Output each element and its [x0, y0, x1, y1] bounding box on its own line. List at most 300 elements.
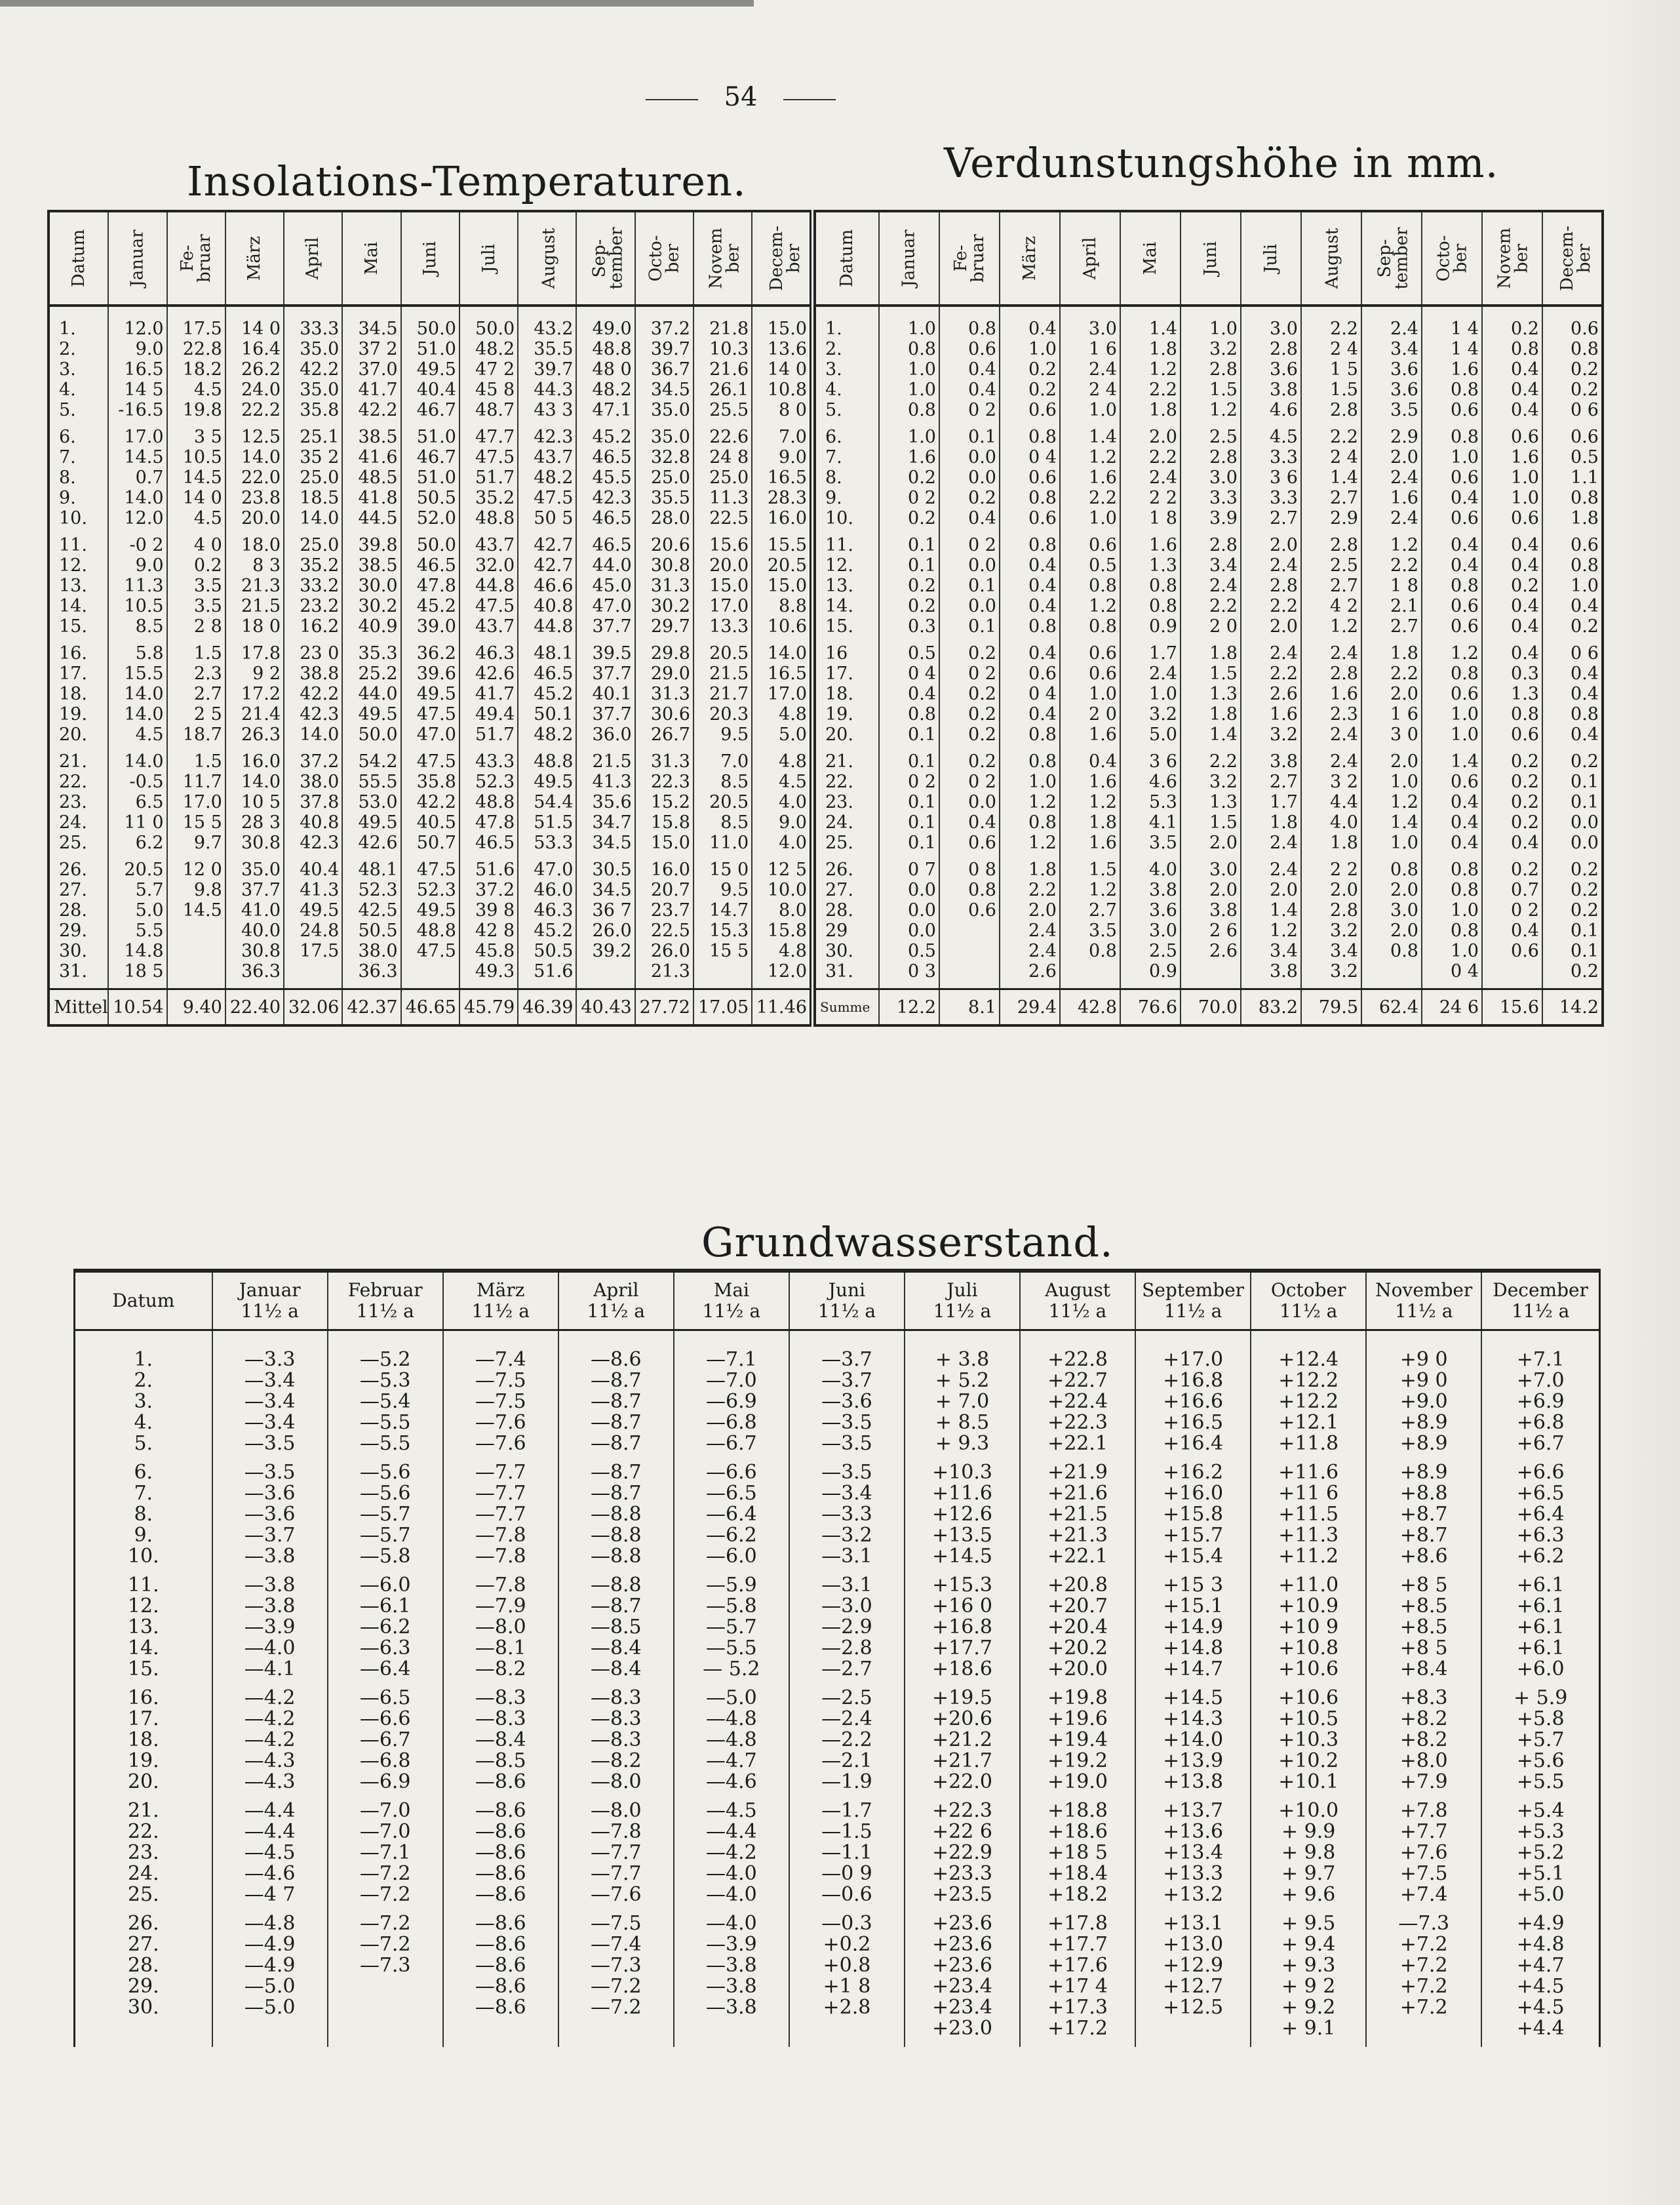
summary-value: 9.40: [167, 989, 225, 1026]
day-block: [75, 1462, 1600, 1567]
spacer-row: [49, 528, 811, 535]
value-cell: —8.6 —8.6 —8.6 —8.6 —8.6: [443, 1800, 558, 1905]
value-cell: 2.0 2.4 2.8 2.2 2.0: [1241, 535, 1301, 637]
value-cell: 0.4 1.0 0.2 0.2 0.6: [1000, 319, 1060, 420]
spacer-cell: [905, 1454, 1020, 1462]
column-header: Juli 11½ a: [905, 1271, 1020, 1330]
spacer-cell: [49, 420, 108, 427]
spacer-cell: [443, 1793, 558, 1800]
column-header-label: Datum: [837, 229, 857, 288]
value-cell: 17.0 14.5 0.7 14.0 12.0: [108, 427, 166, 528]
spacer-cell: [1000, 853, 1060, 860]
summary-label: Mittel: [49, 989, 108, 1026]
spacer-cell: [1060, 853, 1120, 860]
spacer-row: [75, 1567, 1600, 1575]
spacer-cell: [674, 1567, 789, 1575]
spacer-cell: [518, 306, 576, 319]
column-header: [225, 211, 284, 306]
spacer-cell: [1481, 1680, 1599, 1688]
value-cell: —5.6 —5.6 —5.7 —5.7 —5.8: [328, 1462, 443, 1567]
spacer-cell: [576, 853, 635, 860]
value-cell: 0.4 0.6 0 4 0.4 0.8: [1000, 643, 1060, 745]
column-header-label: Sep- tember: [589, 227, 627, 290]
value-cell: 0.6 0.5 1.1 0.8 1.8: [1542, 427, 1603, 528]
spacer-cell: [75, 1793, 212, 1800]
spacer-cell: [789, 1567, 905, 1575]
spacer-cell: [693, 306, 752, 319]
spacer-cell: [1422, 853, 1482, 860]
spacer-cell: [1482, 853, 1542, 860]
spacer-cell: [905, 1905, 1020, 1913]
value-cell: +5.4 +5.3 +5.2 +5.1 +5.0: [1481, 1800, 1599, 1905]
day-cell: 21. 22. 23. 24. 25.: [815, 751, 879, 853]
spacer-cell: [1120, 306, 1181, 319]
spacer-cell: [49, 637, 108, 643]
page-edge: [1599, 0, 1680, 2205]
spacer-cell: [1120, 745, 1181, 751]
spacer-cell: [752, 745, 810, 751]
column-header-label: Januar: [127, 229, 147, 287]
value-cell: 0.2 0.2 0.2 0.1 0.1 0.2: [1542, 860, 1603, 982]
day-cell: 6. 7. 8. 9. 10.: [815, 427, 879, 528]
value-cell: 0.4 1.6 1.2 1.8 1.6: [1060, 751, 1120, 853]
value-cell: 48.1 46.5 45.2 50.1 48.2: [518, 643, 576, 745]
spacer-cell: [518, 420, 576, 427]
value-cell: 54.2 55.5 53.0 49.5 42.6: [342, 751, 400, 853]
spacer-cell: [693, 420, 752, 427]
column-header-label: März: [244, 235, 265, 281]
spacer-cell: [905, 1330, 1020, 1350]
spacer-cell: [905, 1680, 1020, 1688]
spacer-cell: [443, 1330, 558, 1350]
spacer-cell: [459, 637, 518, 643]
value-cell: —8.6 —8.7 —8.7 —8.7 —8.7: [558, 1349, 674, 1454]
summary-value: 24 6: [1422, 989, 1482, 1026]
spacer-cell: [1135, 2039, 1251, 2047]
spacer-cell: [225, 853, 284, 860]
spacer-cell: [443, 1680, 558, 1688]
column-header: [693, 211, 752, 306]
day-block: [815, 643, 1603, 745]
spacer-cell: [459, 528, 518, 535]
spacer-cell: [342, 745, 400, 751]
spacer-cell: [1542, 982, 1603, 989]
spacer-cell: [1481, 1330, 1599, 1350]
day-cell: 11. 12. 13. 14. 15.: [49, 535, 108, 637]
day-cell: 26. 27. 28. 29. 30.: [127, 1913, 159, 2019]
day-block: [75, 1575, 1600, 1680]
spacer-cell: [879, 420, 939, 427]
value-cell: 43.3 52.3 48.8 47.8 46.5: [459, 751, 518, 853]
value-cell: +7.8 +7.7 +7.6 +7.5 +7.4: [1366, 1800, 1481, 1905]
value-cell: 47.7 47.5 51.7 35.2 48.8: [459, 427, 518, 528]
day-block: [815, 427, 1603, 528]
value-cell: +20.8 +20.7 +20.4 +20.2 +20.0: [1020, 1575, 1135, 1680]
spacer-cell: [225, 306, 284, 319]
spacer-cell: [459, 982, 518, 989]
value-cell: 1.2 0.8 0.6 1.0 1.0: [1422, 643, 1482, 745]
value-cell: 50.0 46.5 47.8 45.2 39.0: [401, 535, 459, 637]
value-cell: 5.8 15.5 14.0 14.0 4.5: [108, 643, 166, 745]
value-cell: +8 5 +8.5 +8.5 +8 5 +8.4: [1366, 1575, 1481, 1680]
column-header-label: Juni: [420, 241, 440, 276]
value-cell: +11.6 +11 6 +11.5 +11.3 +11.2: [1251, 1462, 1366, 1567]
spacer-cell: [635, 853, 693, 860]
value-cell: 0.8 0.4 0.4 0.4 0.8: [1000, 535, 1060, 637]
value-cell: 0.6 0.5 0.8 1.2 0.8: [1060, 535, 1120, 637]
value-cell: —6.5 —6.6 —6.7 —6.8 —6.9: [328, 1688, 443, 1793]
spacer-cell: [1120, 637, 1181, 643]
value-cell: —8.8 —8.7 —8.5 —8.4 —8.4: [558, 1575, 674, 1680]
spacer-cell: [635, 745, 693, 751]
column-header-label: Octo- ber: [1433, 235, 1470, 282]
value-cell: +11.0 +10.9 +10 9 +10.8 +10.6: [1251, 1575, 1366, 1680]
value-cell: 42.7 42.7 46.6 40.8 44.8: [518, 535, 576, 637]
day-cell: 11. 12. 13. 14. 15.: [127, 1575, 159, 1680]
spacer-cell: [443, 1454, 558, 1462]
value-cell: 36.2 39.6 49.5 47.5 47.0: [401, 643, 459, 745]
column-header: [1482, 211, 1542, 306]
spacer-cell: [342, 420, 400, 427]
spacer-cell: [443, 2039, 558, 2047]
spacer-cell: [752, 306, 810, 319]
spacer-cell: [558, 1793, 674, 1800]
summary-value: 32.06: [284, 989, 342, 1026]
value-cell: 2.4 2.2 2.6 1.6 3.2: [1241, 643, 1301, 745]
value-cell: 2.2 3.2 1.3 1.5 2.0: [1181, 751, 1241, 853]
value-cell: 2.9 2.0 2.4 1.6 2.4: [1361, 427, 1422, 528]
column-header: [518, 211, 576, 306]
spacer-cell: [443, 1905, 558, 1913]
spacer-cell: [212, 1680, 328, 1688]
value-cell: 12.5 14.0 22.0 23.8 20.0: [225, 427, 284, 528]
value-cell: —5.9 —5.8 —5.7 —5.5 — 5.2: [674, 1575, 789, 1680]
value-cell: 2.4 3.4 3.6 3.6 3.5: [1361, 319, 1422, 420]
spacer-row: [75, 1793, 1600, 1800]
spacer-cell: [212, 1330, 328, 1350]
spacer-cell: [939, 745, 1000, 751]
spacer-cell: [1181, 982, 1241, 989]
spacer-cell: [1366, 1905, 1481, 1913]
day-block: [815, 535, 1603, 637]
value-cell: 22.6 24 8 25.0 11.3 22.5: [693, 427, 752, 528]
spacer-cell: [1241, 306, 1301, 319]
column-header: [1422, 211, 1482, 306]
spacer-cell: [1481, 1793, 1599, 1800]
column-header-label: Juni: [1200, 241, 1221, 276]
value-cell: +8.3 +8.2 +8.2 +8.0 +7.9: [1366, 1688, 1481, 1793]
value-cell: 0 8 0.8 0.6: [939, 860, 1000, 982]
column-header-label: August: [539, 228, 559, 289]
value-cell: 0.2 0.8 0.4 0.4 0.4: [1482, 319, 1542, 420]
summary-value: 15.6: [1482, 989, 1542, 1026]
spacer-cell: [1482, 306, 1542, 319]
spacer-cell: [342, 306, 400, 319]
spacer-cell: [459, 853, 518, 860]
spacer-cell: [939, 420, 1000, 427]
spacer-cell: [1481, 1454, 1599, 1462]
value-cell: 21.8 10.3 21.6 26.1 25.5: [693, 319, 752, 420]
summary-value: 14.2: [1542, 989, 1603, 1026]
value-cell: +15 3 +15.1 +14.9 +14.8 +14.7: [1135, 1575, 1251, 1680]
value-cell: 1.7 2.4 1.0 3.2 5.0: [1120, 643, 1181, 745]
spacer-cell: [1422, 982, 1482, 989]
spacer-cell: [1481, 2039, 1599, 2047]
column-header: [1181, 211, 1241, 306]
spacer-cell: [879, 853, 939, 860]
column-header: October 11½ a: [1251, 1271, 1366, 1330]
spacer-cell: [49, 745, 108, 751]
summary-value: 29.4: [1000, 989, 1060, 1026]
spacer-row: [75, 1905, 1600, 1913]
spacer-row: [75, 1680, 1600, 1688]
spacer-cell: [1422, 745, 1482, 751]
spacer-cell: [1482, 745, 1542, 751]
spacer-cell: [1135, 1793, 1251, 1800]
value-cell: 35.0 37.7 41.0 40.0 30.8 36.3: [225, 860, 284, 982]
spacer-cell: [1542, 306, 1603, 319]
spacer-cell: [443, 1567, 558, 1575]
spacer-cell: [1366, 1793, 1481, 1800]
value-cell: + 3.8 + 5.2 + 7.0 + 8.5 + 9.3: [905, 1349, 1020, 1454]
column-header: März 11½ a: [443, 1271, 558, 1330]
spacer-cell: [1251, 1567, 1366, 1575]
spacer-cell: [108, 306, 166, 319]
spacer-cell: [401, 745, 459, 751]
value-cell: 2.0 2.2 2.4 2 2 1 8: [1120, 427, 1181, 528]
value-cell: +17.0 +16.8 +16.6 +16.5 +16.4: [1135, 1349, 1251, 1454]
spacer-cell: [284, 528, 342, 535]
spacer-cell: [1241, 853, 1301, 860]
column-header: [1361, 211, 1422, 306]
column-header-label: Juli: [1261, 244, 1281, 273]
spacer-cell: [693, 745, 752, 751]
value-cell: 0.6 0.8 0.2 0.2 0 6: [1542, 319, 1603, 420]
spacer-cell: [752, 853, 810, 860]
value-cell: 2.8 3.4 2.4 2.2 2 0: [1181, 535, 1241, 637]
spacer-cell: [459, 420, 518, 427]
value-cell: 14.0 16.5 17.0 4.8 5.0: [752, 643, 810, 745]
spacer-cell: [284, 853, 342, 860]
spacer-cell: [1020, 1905, 1135, 1913]
value-cell: 46.5 44.0 45.0 47.0 37.7: [576, 535, 635, 637]
spacer-row: [49, 853, 811, 860]
value-cell: 0.8 0.6 0.4 0.4 0 2: [939, 319, 1000, 420]
column-header-label: Mai: [1140, 241, 1160, 275]
summary-value: 45.79: [459, 989, 518, 1026]
spacer-cell: [1482, 420, 1542, 427]
value-cell: 3.8 2.7 1.7 1.8 2.4: [1241, 751, 1301, 853]
value-cell: +10.3 +11.6 +12.6 +13.5 +14.5: [905, 1462, 1020, 1567]
spacer-row: [815, 306, 1603, 319]
value-cell: —4.2 —4.2 —4.2 —4.3 —4.3: [212, 1688, 328, 1793]
spacer-cell: [328, 1793, 443, 1800]
value-cell: 31.3 22.3 15.2 15.8 15.0: [635, 751, 693, 853]
value-cell: 14 0 16.4 26.2 24.0 22.2: [225, 319, 284, 420]
value-cell: 16.0 14.0 10 5 28 3 30.8: [225, 751, 284, 853]
value-cell: 39.5 37.7 40.1 37.7 36.0: [576, 643, 635, 745]
spacer-cell: [284, 982, 342, 989]
header-row: [49, 211, 811, 306]
value-cell: +22.3 +22 6 +22.9 +23.3 +23.5: [905, 1800, 1020, 1905]
value-cell: —6.0 —6.1 —6.2 —6.3 —6.4: [328, 1575, 443, 1680]
spacer-cell: [905, 2039, 1020, 2047]
spacer-cell: [328, 1567, 443, 1575]
summary-value: 62.4: [1361, 989, 1422, 1026]
value-cell: 17.5 22.8 18.2 4.5 19.8: [167, 319, 225, 420]
value-cell: 37.2 39.7 36.7 34.5 35.0: [635, 319, 693, 420]
spacer-cell: [1361, 982, 1422, 989]
value-cell: + 9.5 + 9.4 + 9.3 + 9 2 + 9.2 + 9.1: [1251, 1913, 1366, 2039]
column-header: [879, 211, 939, 306]
day-block: [815, 319, 1603, 420]
column-header: [1120, 211, 1181, 306]
day-cell: 6. 7. 8. 9. 10.: [127, 1462, 159, 1567]
value-cell: 25.0 35.2 33.2 23.2 16.2: [284, 535, 342, 637]
column-header: Datum: [75, 1271, 212, 1330]
value-cell: 12.0 9.0 16.5 14 5 -16.5: [108, 319, 166, 420]
spacer-cell: [879, 306, 939, 319]
value-cell: 16.0 20.7 23.7 22.5 26.0 21.3: [635, 860, 693, 982]
value-cell: 15 0 9.5 14.7 15.3 15 5: [693, 860, 752, 982]
value-cell: 4.8 4.5 4.0 9.0 4.0: [752, 751, 810, 853]
value-cell: +12.4 +12.2 +12.2 +12.1 +11.8: [1251, 1349, 1366, 1454]
value-cell: 2.4 2.8 1.6 2.3 2.4: [1301, 643, 1361, 745]
value-cell: —0.3 +0.2 +0.8 +1 8 +2.8: [789, 1913, 905, 2039]
summary-value: 40.43: [576, 989, 635, 1026]
value-cell: 50.0 51.0 49.5 40.4 46.7: [401, 319, 459, 420]
spacer-cell: [1301, 637, 1361, 643]
spacer-cell: [1422, 420, 1482, 427]
spacer-cell: [1422, 637, 1482, 643]
column-header: [284, 211, 342, 306]
spacer-cell: [879, 528, 939, 535]
column-header: September 11½ a: [1135, 1271, 1251, 1330]
value-cell: 2.2 2 4 1 5 1.5 2.8: [1301, 319, 1361, 420]
spacer-cell: [328, 2039, 443, 2047]
groundwater-title: Grundwasserstand.: [701, 1218, 1114, 1266]
value-cell: 1.8 1.5 1.3 1.8 1.4: [1181, 643, 1241, 745]
value-cell: —7.3 +7.2 +7.2 +7.2 +7.2: [1366, 1913, 1481, 2039]
column-header-label: Decem- ber: [1557, 226, 1594, 291]
spacer-cell: [518, 528, 576, 535]
spacer-cell: [518, 745, 576, 751]
spacer-cell: [1060, 420, 1120, 427]
value-cell: 42.3 43.7 48.2 47.5 50 5: [518, 427, 576, 528]
value-cell: —7.8 —7.9 —8.0 —8.1 —8.2: [443, 1575, 558, 1680]
spacer-cell: [939, 853, 1000, 860]
spacer-cell: [815, 853, 879, 860]
spacer-cell: [212, 1793, 328, 1800]
spacer-cell: [1135, 1567, 1251, 1575]
spacer-cell: [752, 637, 810, 643]
value-cell: 1 4 1 4 1.6 0.8 0.6: [1422, 319, 1482, 420]
value-cell: 3.0 2.0 3.8 2 6 2.6: [1181, 860, 1241, 982]
spacer-cell: [49, 528, 108, 535]
spacer-cell: [1542, 853, 1603, 860]
value-cell: 2.5 2.8 3.0 3.3 3.9: [1181, 427, 1241, 528]
value-cell: 23 0 38.8 42.2 42.3 14.0: [284, 643, 342, 745]
value-cell: 33.3 35.0 42.2 35.0 35.8: [284, 319, 342, 420]
spacer-row: [75, 1454, 1600, 1462]
value-cell: —3.5 —3.4 —3.3 —3.2 —3.1: [789, 1462, 905, 1567]
spacer-cell: [1020, 1454, 1135, 1462]
value-cell: 7.0 8.5 20.5 8.5 11.0: [693, 751, 752, 853]
summary-row: [49, 989, 811, 1026]
spacer-cell: [284, 637, 342, 643]
value-cell: +10.0 + 9.9 + 9.8 + 9.7 + 9.6: [1251, 1800, 1366, 1905]
value-cell: +17.8 +17.7 +17.6 +17 4 +17.3 +17.2: [1020, 1913, 1135, 2039]
value-cell: +19.8 +19.6 +19.4 +19.2 +19.0: [1020, 1688, 1135, 1793]
value-cell: 20.5 21.5 21.7 20.3 9.5: [693, 643, 752, 745]
spacer-cell: [635, 637, 693, 643]
spacer-cell: [328, 1330, 443, 1350]
column-header: [635, 211, 693, 306]
insolation-table: [47, 210, 811, 1027]
spacer-cell: [1181, 306, 1241, 319]
day-block: [49, 535, 811, 637]
value-cell: 49.0 48.8 48 0 48.2 47.1: [576, 319, 635, 420]
value-cell: 4 0 0.2 3.5 3.5 2 8: [167, 535, 225, 637]
spacer-cell: [328, 1680, 443, 1688]
spacer-cell: [1060, 637, 1120, 643]
spacer-cell: [225, 528, 284, 535]
day-cell: 26. 27. 28. 29 30. 31.: [815, 860, 879, 982]
column-header: November 11½ a: [1366, 1271, 1481, 1330]
value-cell: 0 2 0.0 0.1 0.0 0.1: [939, 535, 1000, 637]
spacer-cell: [789, 1454, 905, 1462]
value-cell: +22.8 +22.7 +22.4 +22.3 +22.1: [1020, 1349, 1135, 1454]
spacer-cell: [459, 745, 518, 751]
spacer-cell: [905, 1567, 1020, 1575]
value-cell: +18.8 +18.6 +18 5 +18.4 +18.2: [1020, 1800, 1135, 1905]
value-cell: 1.5 1.2 2.7 3.5 0.8: [1060, 860, 1120, 982]
value-cell: 20.6 30.8 31.3 30.2 29.7: [635, 535, 693, 637]
spacer-cell: [225, 745, 284, 751]
column-header-label: April: [1080, 237, 1100, 280]
spacer-cell: [1181, 853, 1241, 860]
spacer-row: [49, 982, 811, 989]
column-header-label: Sep- tember: [1375, 227, 1412, 290]
spacer-cell: [1422, 528, 1482, 535]
spacer-cell: [167, 745, 225, 751]
spacer-cell: [401, 420, 459, 427]
value-cell: —8.7 —8.7 —8.8 —8.8 —8.8: [558, 1462, 674, 1567]
spacer-cell: [674, 1793, 789, 1800]
value-cell: 2 2 2.0 2.8 3.2 3.4 3.2: [1301, 860, 1361, 982]
value-cell: 2.4 3 2 4.4 4.0 1.8: [1301, 751, 1361, 853]
spacer-cell: [674, 1454, 789, 1462]
value-cell: 0.8 2.0 3.0 2.0 0.8: [1361, 860, 1422, 982]
spacer-cell: [1301, 853, 1361, 860]
value-cell: 0.2 0 2 0.0 0.4 0.6: [939, 751, 1000, 853]
spacer-cell: [879, 745, 939, 751]
value-cell: —8.0 —7.8 —7.7 —7.7 —7.6: [558, 1800, 674, 1905]
value-cell: —5.0 —4.8 —4.8 —4.7 —4.6: [674, 1688, 789, 1793]
spacer-cell: [1542, 420, 1603, 427]
spacer-cell: [108, 745, 166, 751]
value-cell: —2.5 —2.4 —2.2 —2.1 —1.9: [789, 1688, 905, 1793]
summary-value: 8.1: [939, 989, 1000, 1026]
spacer-cell: [1366, 1680, 1481, 1688]
spacer-cell: [1181, 420, 1241, 427]
value-cell: 0.4 0.4 0.2 0.4 0.4: [1482, 535, 1542, 637]
value-cell: 3 5 10.5 14.5 14 0 4.5: [167, 427, 225, 528]
column-header: [1241, 211, 1301, 306]
day-block: [49, 860, 811, 982]
spacer-cell: [75, 1330, 212, 1350]
spacer-cell: [558, 1680, 674, 1688]
